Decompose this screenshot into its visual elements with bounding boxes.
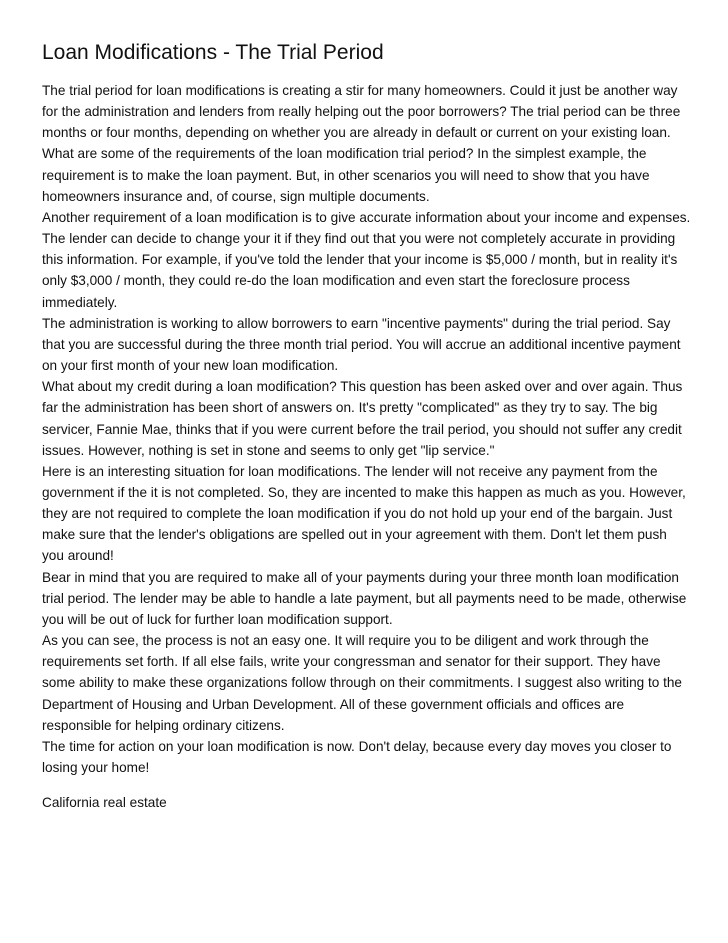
document-title: Loan Modifications - The Trial Period (42, 41, 384, 64)
paragraph-2: What are some of the requirements of the loan modification trial period? In the simplest example, the requirement is to make the loan payment. But, in other scenarios you will need to show that you have homeowners insurance and, of course, sign multiple documents. (42, 146, 650, 204)
document-page (42, 38, 692, 813)
paragraph-6: Here is an interesting situation for loan modifications. The lender will not receive any payment from the government if the it is not completed. So, they are incented to make this happen as much as you. However, they are not required to complete the loan modification if you do not hold up your end of the bargain. Just make sure that the lender's obligations are spelled out in your agreement with them. Don't let them push you around! (42, 463, 686, 564)
document-body (42, 80, 692, 778)
paragraph-9: The time for action on your loan modification is now. Don't delay, because every day moves you closer to losing your home! (42, 738, 672, 775)
paragraph-3: Another requirement of a loan modification is to give accurate information about your income and expenses. The lender can decide to change your it if they find out that you were not completely accurate in providing this information. For example, if you've told the lender that your income is $5,000 / month, but in reality it's only $3,000 / month, they could re-do the loan modification and even start the foreclosure process immediately. (42, 209, 691, 310)
paragraph-4: The administration is working to allow borrowers to earn "incentive payments" during the trial period. Say that you are successful during the three month trial period. You will accrue an additional incentive payment on your first month of your new loan modification. (42, 315, 681, 374)
paragraph-8: As you can see, the process is not an easy one. It will require you to be diligent and work through the requirements set forth. If all else fails, write your congressman and senator for their support. They have some ability to make these organizations follow through on their commitments. I suggest also writing to the Department of Housing and Urban Development. All of these government officials and offices are responsible for helping ordinary citizens. (42, 633, 682, 733)
paragraph-1: The trial period for loan modifications is creating a stir for many homeowners. Could it just be another way for the administration and lenders from really helping out the poor borrowers? The trial period can be three months or four months, depending on whether you are already in default or current on your existing loan. (42, 83, 681, 141)
paragraph-7: Bear in mind that you are required to make all of your payments during your three month loan modification trial period. The lender may be able to handle a late payment, but all payments need to be made, otherwise you will be out of luck for further loan modification support. (42, 569, 687, 627)
california-real-estate-link[interactable]: California real estate (42, 795, 167, 811)
paragraph-5: What about my credit during a loan modification? This question has been asked over and over again. Thus far the administration has been short of answers on. It's pretty "complicated" as they try to say. The big servicer, Fannie Mae, thinks that if you were current before the trail period, you should not suffer any credit issues. However, nothing is set in stone and seems to only get "lip service." (42, 379, 683, 458)
